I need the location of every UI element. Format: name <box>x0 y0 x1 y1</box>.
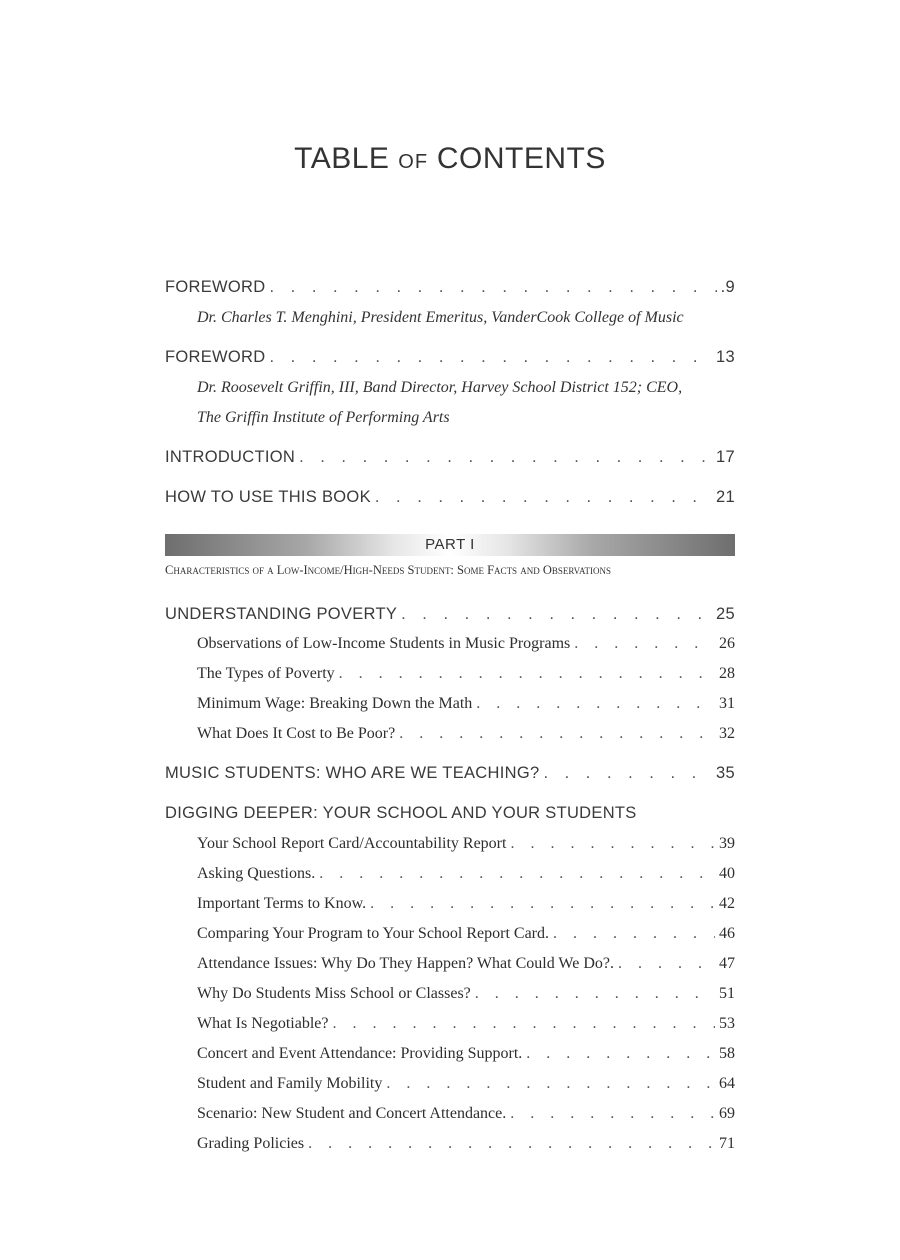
toc-subentry[interactable] <box>197 722 735 746</box>
dot-leader <box>526 1042 715 1066</box>
title-word-of: OF <box>398 151 429 173</box>
toc-entry-how-to-use[interactable] <box>165 485 735 509</box>
toc-subentry-title: Important Terms to Know. <box>197 895 367 912</box>
title-word-contents: CONTENTS <box>436 142 606 175</box>
toc-subentry-title: Minimum Wage: Breaking Down the Math <box>197 695 473 712</box>
toc-subentry-title: Grading Policies <box>197 1135 305 1152</box>
toc-subentry-title: Attendance Issues: Why Do They Happen? What Could We Do?. <box>197 955 614 972</box>
dot-leader <box>510 1102 715 1126</box>
toc-subentry[interactable] <box>197 1072 735 1096</box>
toc-subentry-title: Concert and Event Attendance: Providing Support. <box>197 1045 523 1062</box>
dot-leader <box>370 892 715 916</box>
toc-subentry-page: 28 <box>719 665 735 682</box>
dot-leader <box>269 345 712 369</box>
dot-leader <box>553 922 715 946</box>
dot-leader <box>386 1072 715 1096</box>
dot-leader <box>308 1132 715 1156</box>
toc-subentry[interactable] <box>197 922 735 946</box>
toc-subentry[interactable] <box>197 1042 735 1066</box>
title-word-table: TABLE <box>294 142 390 175</box>
dot-leader <box>319 862 715 886</box>
toc-entry-foreword-2[interactable] <box>165 345 735 369</box>
toc-entry-title: INTRODUCTION <box>165 448 296 466</box>
toc-subentry-title: Why Do Students Miss School or Classes? <box>197 985 471 1002</box>
part-divider-bar <box>165 534 735 556</box>
toc-subentry-page: 51 <box>719 985 735 1002</box>
toc-entry-title: DIGGING DEEPER: YOUR SCHOOL AND YOUR STUDENTS <box>165 804 637 822</box>
toc-subentry[interactable] <box>197 1012 735 1036</box>
toc-subentry[interactable] <box>197 952 735 976</box>
toc-subentry-title: What Does It Cost to Be Poor? <box>197 725 396 742</box>
toc-subentry-title: What Is Negotiable? <box>197 1015 329 1032</box>
dot-leader <box>574 632 715 656</box>
toc-subentry-page: 47 <box>719 955 735 972</box>
dot-leader <box>510 832 715 856</box>
toc-subentry-title: Observations of Low-Income Students in Music Programs <box>197 635 571 652</box>
toc-subentry-page: 40 <box>719 865 735 882</box>
toc-entry-title: HOW TO USE THIS BOOK <box>165 488 371 506</box>
toc-subentry[interactable] <box>197 862 735 886</box>
foreword-2-byline-line-1: Dr. Roosevelt Griffin, III, Band Director, Harvey School District 152; CEO, <box>197 379 683 396</box>
toc-subentry-page: 64 <box>719 1075 735 1092</box>
toc-entry-foreword-1[interactable] <box>165 275 735 299</box>
toc-entry-page: .9 <box>720 278 735 296</box>
toc-subentry[interactable] <box>197 692 735 716</box>
toc-subentry[interactable] <box>197 1102 735 1126</box>
toc-subentry-page: 46 <box>719 925 735 942</box>
toc-subentry-page: 42 <box>719 895 735 912</box>
dot-leader <box>299 445 712 469</box>
toc-entry-page: 17 <box>716 448 735 466</box>
toc-subentry-title: Student and Family Mobility <box>197 1075 383 1092</box>
dot-leader <box>339 662 715 686</box>
toc-subentry[interactable] <box>197 832 735 856</box>
toc-subentry-title: Comparing Your Program to Your School Report Card. <box>197 925 550 942</box>
dot-leader <box>269 275 716 299</box>
toc-entry-title: MUSIC STUDENTS: WHO ARE WE TEACHING? <box>165 764 540 782</box>
toc-subentry-page: 53 <box>719 1015 735 1032</box>
foreword-2-byline-line-2: The Griffin Institute of Performing Arts <box>197 409 450 426</box>
foreword-1-byline: Dr. Charles T. Menghini, President Emeritus, VanderCook College of Music <box>197 309 684 326</box>
dot-leader <box>475 982 715 1006</box>
toc-entry-page: 21 <box>716 488 735 506</box>
toc-subentry[interactable] <box>197 662 735 686</box>
toc-entry-page: 25 <box>716 605 735 623</box>
toc-subentry-page: 69 <box>719 1105 735 1122</box>
toc-entry-introduction[interactable] <box>165 445 735 469</box>
dot-leader <box>543 761 712 785</box>
toc-subentry[interactable] <box>197 982 735 1006</box>
dot-leader <box>476 692 715 716</box>
dot-leader <box>401 602 712 626</box>
dot-leader <box>375 485 712 509</box>
toc-entry-title: FOREWORD <box>165 278 266 296</box>
toc-subentry-page: 39 <box>719 835 735 852</box>
toc-subentry-title: Your School Report Card/Accountability Report <box>197 835 507 852</box>
toc-subentry[interactable] <box>197 1132 735 1156</box>
toc-subentry[interactable] <box>197 892 735 916</box>
toc-entry-music-students[interactable] <box>165 761 735 785</box>
dot-leader <box>399 722 715 746</box>
toc-subentry-title: The Types of Poverty <box>197 665 335 682</box>
toc-subentry-page: 31 <box>719 695 735 712</box>
page-title <box>0 142 900 176</box>
toc-subentry-page: 26 <box>719 635 735 652</box>
toc-subentry-title: Scenario: New Student and Concert Attendance. <box>197 1105 507 1122</box>
part-subtitle: Characteristics of a Low-Income/High-Needs Student: Some Facts and Observations <box>165 563 611 577</box>
toc-entry-page: 13 <box>716 348 735 366</box>
dot-leader <box>333 1012 716 1036</box>
dot-leader <box>618 952 715 976</box>
toc-subentry[interactable] <box>197 632 735 656</box>
toc-entry-digging-deeper[interactable] <box>165 801 735 825</box>
part-label: PART I <box>425 536 475 553</box>
toc-subentry-title: Asking Questions. <box>197 865 316 882</box>
toc-entry-understanding-poverty[interactable] <box>165 602 735 626</box>
toc-subentry-page: 32 <box>719 725 735 742</box>
toc-entry-title: FOREWORD <box>165 348 266 366</box>
toc-entry-page: 35 <box>716 764 735 782</box>
toc-subentry-page: 58 <box>719 1045 735 1062</box>
toc-entry-title: UNDERSTANDING POVERTY <box>165 605 398 623</box>
toc-subentry-page: 71 <box>719 1135 735 1152</box>
